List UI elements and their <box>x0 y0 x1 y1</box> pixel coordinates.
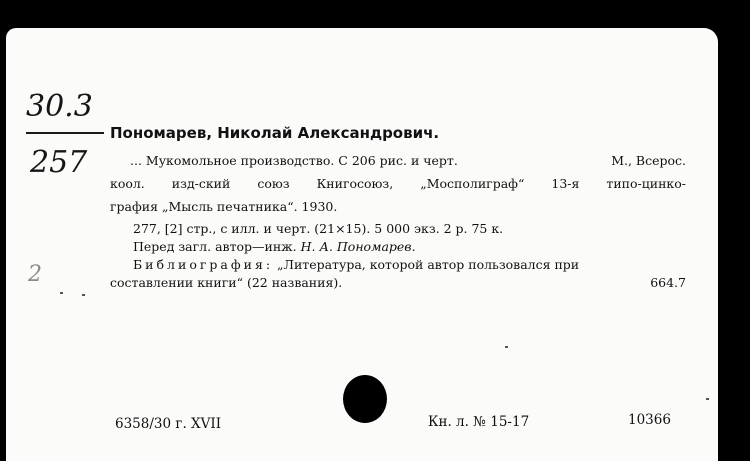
bibliography-text: „Литература, которой автор пользовался при <box>277 257 580 272</box>
speck <box>82 294 85 296</box>
title-line-2-word: типо-цинко- <box>606 176 686 191</box>
shelfmark-top: 30.3 <box>26 89 93 124</box>
physical-description: 277, [2] стр., с илл. и черт. (21×15). 5 000 экз. 2 р. 75 к. <box>133 221 504 236</box>
footer-registration: 6358/30 г. XVII <box>115 416 222 432</box>
bibliography-line-2 <box>110 275 686 290</box>
speck <box>706 398 709 400</box>
footer-card-number: 10366 <box>628 412 671 428</box>
title-line-2-word: Книгосоюз, <box>316 176 394 191</box>
punch-hole <box>343 375 387 423</box>
title-line-2-word: союз <box>257 176 290 191</box>
author-note-name: Н. А. Пономарев. <box>300 239 416 254</box>
pencil-mark: 2 <box>28 262 42 287</box>
author-note-prefix: Перед загл. автор—инж. <box>133 239 297 254</box>
bibliography-text-2: составлении книги“ (22 названия). <box>110 275 343 290</box>
title-line-2-word: коол. <box>110 176 145 191</box>
classification-number: 664.7 <box>650 275 686 290</box>
speck <box>60 292 63 294</box>
title-line-2-word: 13-я <box>551 176 580 191</box>
bibliography-label: Библиография: <box>133 257 274 272</box>
title-line-1 <box>130 153 686 168</box>
title-line-1-right: М., Всерос. <box>611 153 686 168</box>
author-heading: Пономарев, Николай Александрович. <box>110 124 440 142</box>
title-line-2 <box>110 176 686 191</box>
shelfmark-bottom: 257 <box>30 145 88 180</box>
author-note <box>133 239 416 254</box>
shelfmark-divider <box>26 132 104 134</box>
title-line-2-word: „Мосполиграф“ <box>420 176 525 191</box>
title-line-2-word: изд-ский <box>171 176 231 191</box>
bibliography-line <box>133 257 579 272</box>
speck <box>505 346 508 348</box>
title-line-1-left: ... Мукомольное производство. С 206 рис. и черт. <box>130 153 458 168</box>
footer-book-chamber: Кн. л. № 15-17 <box>428 414 530 430</box>
title-line-3: графия „Мысль печатника“. 1930. <box>110 199 338 214</box>
